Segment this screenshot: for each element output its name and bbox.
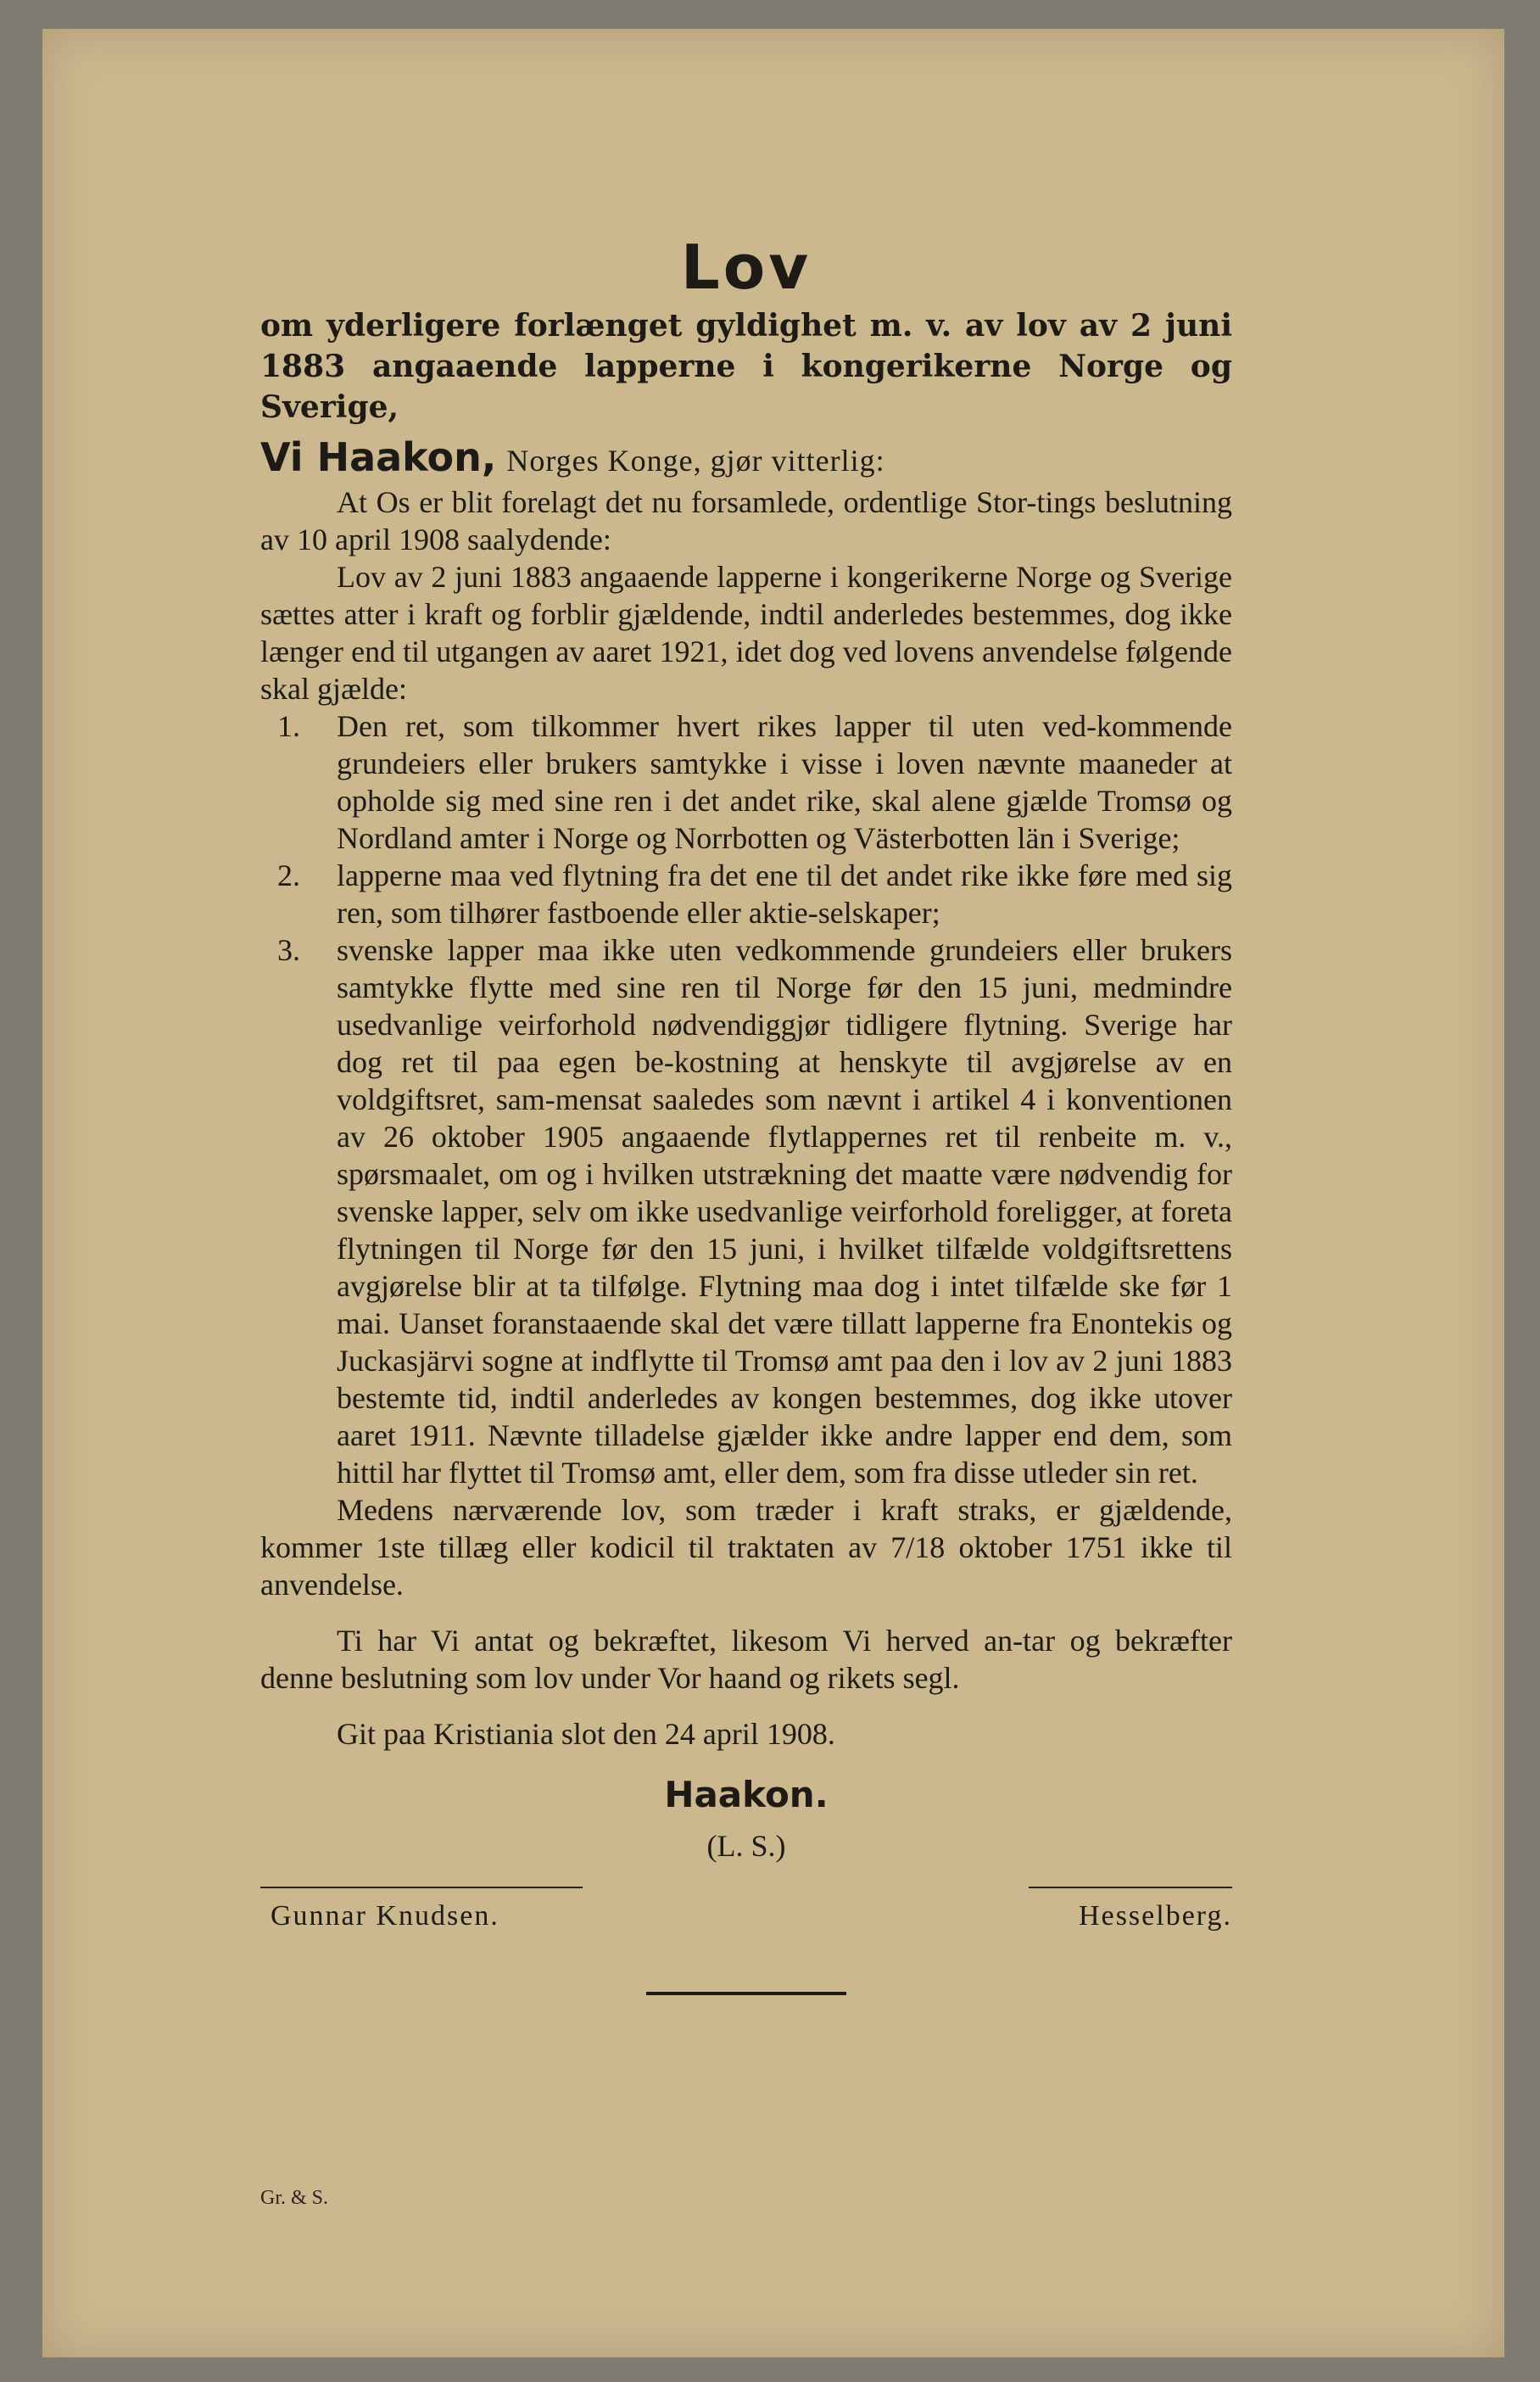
provision-item [260,707,1232,857]
provision-text: lapperne maa ved flytning fra det ene til det andet rike ikke føre med sig ren, som tilhører fastboende eller aktie-selskaper; [337,858,1232,930]
document-title: Lov [680,232,812,303]
provision-text: Den ret, som tilkommer hvert rikes lapper til uten ved-kommende grundeiers eller brukers samtykke i visse i loven nævnte maaneder at opholde sig med sine ren i det andet rike, skal alene gjælde Tromsø og Nordland amter i Norge og Norrbotten og Västerbotten län i Sverige; [337,709,1232,855]
printer-mark: Gr. & S. [260,2187,329,2209]
enactment-paragraph: Ti har Vi antat og bekræftet, likesom Vi herved an-tar og bekræfter denne beslutning som lov under Vor haand og rikets segl. [260,1624,1232,1695]
minister-signatures [260,1887,1232,1963]
date-line: Git paa Kristiania slot den 24 april 1908. [337,1717,835,1751]
provision-number: 1. [277,709,300,743]
king-name: Vi Haakon, [260,434,497,480]
provision-item [260,931,1232,1491]
minister-right-block [1029,1887,1232,1937]
royal-signature: Haakon. [664,1774,829,1815]
document-subtitle [260,305,1232,428]
subtitle-line-2: 1883 angaaende lapperne i kongerikerne Norge og Sverige, [260,349,1232,425]
signature-line [1029,1887,1232,1888]
law-document [260,229,1232,1995]
minister-right-name: Hesselberg. [1079,1900,1232,1932]
king-title: Norges Konge, gjør vitterlig: [506,444,885,478]
medens-paragraph: Medens nærværende lov, som træder i kraft straks, er gjældende, kommer 1ste tillæg eller kodicil til traktaten av 7/18 oktober 1751 ikke til anvendelse. [260,1493,1232,1602]
closing-rule [646,1992,846,1995]
royal-proclamation [260,434,1232,484]
law-paragraph: Lov av 2 juni 1883 angaaende lapperne i kongerikerne Norge og Sverige sættes atter i kraft og forblir gjældende, indtil anderledes bestemmes, dog ikke længer end til utgangen av aaret 1921, idet dog ved lovens anvendelse følgende skal gjælde: [260,560,1232,706]
spacer [260,1603,1232,1622]
signature-line [260,1887,583,1888]
seal-mark: (L. S.) [706,1829,786,1863]
provision-text: svenske lapper maa ikke uten vedkommende grundeiers eller brukers samtykke flytte med sine ren til Norge før den 15 juni, medmindre usedvanlige veirforhold nødvendiggjør tidligere flytning. Sverige har dog ret til paa egen be-kostning at henskyte til avgjørelse av en voldgiftsret, sam-mensat saaledes som nævnt i artikel 4 i konventionen av 26 oktober 1905 angaaende flytlappernes ret til renbeite m. v., spørsmaalet, om og i hvilken utstrækning det maatte være nødvendig for svenske lapper, selv om ikke usedvanlige veirforhold foreligger, at foreta flytningen til Norge før den 15 juni, i hvilket tilfælde voldgiftsrettens avgjørelse blir at ta tilfølge. Flytning maa dog i intet tilfælde ske før 1 mai. Uanset foranstaaende skal det være tillatt lapperne fra Enontekis og Juckasjärvi sogne at indflytte til Tromsø amt paa den i lov av 2 juni 1883 bestemte tid, indtil anderledes av kongen bestemmes, dog ikke utover aaret 1911. Nævnte tilladelse gjælder ikke andre lapper end dem, som hittil har flyttet til Tromsø amt, eller dem, som fra disse utleder sin ret. [337,933,1232,1490]
provision-list [260,707,1232,1491]
provision-item [260,857,1232,931]
provision-number: 2. [277,858,300,892]
minister-left-block [260,1887,583,1937]
subtitle-line-1: om yderligere forlænget gyldighet m. v. av lov av 2 juni [260,308,1232,344]
minister-left-name: Gunnar Knudsen. [271,1900,499,1932]
spacer [260,1697,1232,1715]
provision-number: 3. [277,933,300,967]
intro-paragraph: At Os er blit forelagt det nu forsamlede, ordentlige Stor-tings beslutning av 10 april 1908 saalydende: [260,485,1232,556]
